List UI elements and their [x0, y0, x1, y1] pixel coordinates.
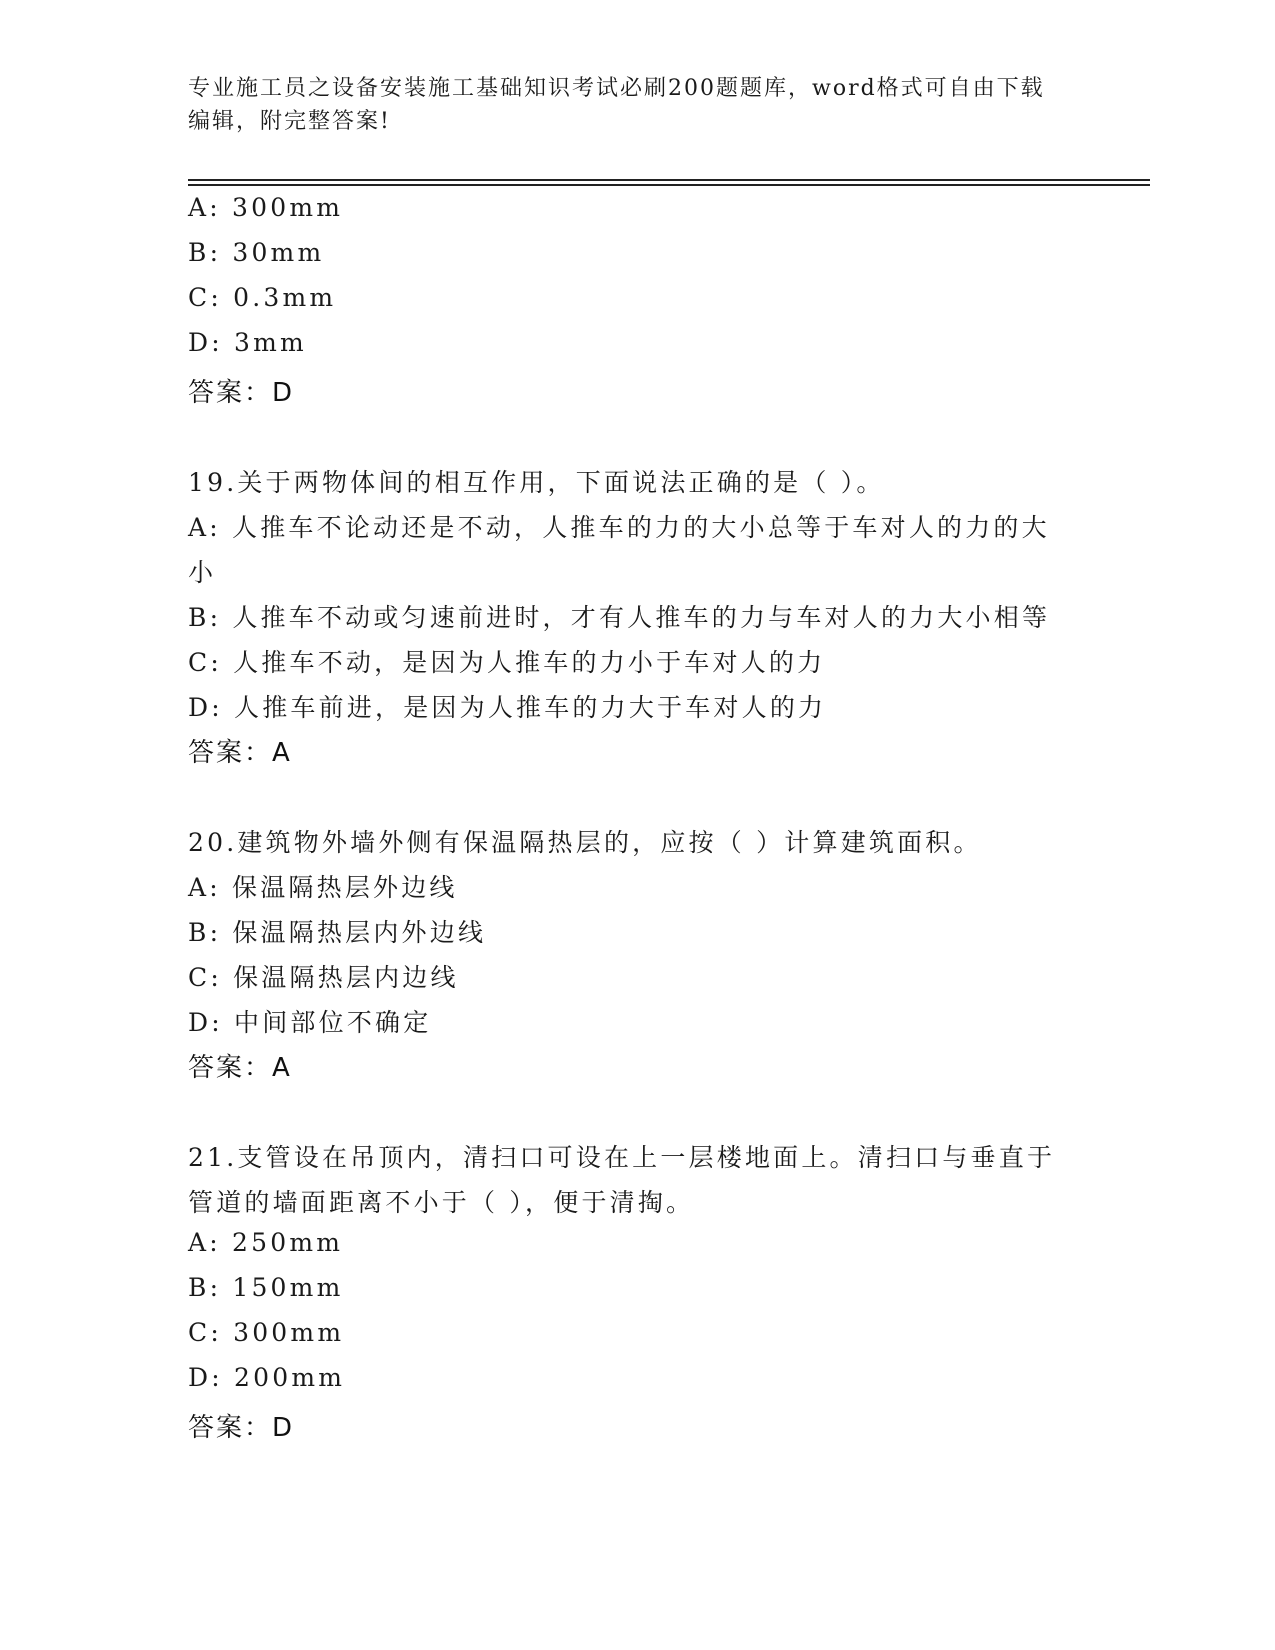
q21-answer: 答案：D	[188, 1413, 295, 1443]
q21-option-c: C: 300mm	[188, 1318, 345, 1347]
header-divider-top	[188, 179, 1150, 181]
q18-option-b: B: 30mm	[188, 238, 325, 267]
q20-option-d: D: 中间部位不确定	[188, 1008, 432, 1037]
q19-question: 19.关于两物体间的相互作用，下面说法正确的是（ ）。	[188, 468, 885, 497]
q21-question-continued: 管道的墙面距离不小于（ ），便于清掏。	[188, 1188, 695, 1217]
q18-option-a: A: 300mm	[188, 193, 344, 222]
document-header	[188, 72, 1068, 138]
q20-option-b: B: 保温隔热层内外边线	[188, 918, 487, 947]
q21-question: 21.支管设在吊顶内，清扫口可设在上一层楼地面上。清扫口与垂直于	[188, 1143, 1056, 1172]
q19-answer: 答案：A	[188, 738, 292, 768]
header-line-1: 专业施工员之设备安装施工基础知识考试必刷200题题库，word格式可自由下载	[188, 76, 1045, 101]
q21-option-a: A: 250mm	[188, 1228, 344, 1257]
q20-question: 20.建筑物外墙外侧有保温隔热层的，应按（ ）计算建筑面积。	[188, 828, 982, 857]
q18-option-c: C: 0.3mm	[188, 283, 337, 312]
q21-option-b: B: 150mm	[188, 1273, 344, 1302]
q21-option-d: D: 200mm	[188, 1363, 346, 1392]
q20-answer: 答案：A	[188, 1053, 292, 1083]
q19-option-a-continued: 小	[188, 558, 217, 587]
q18-answer: 答案：D	[188, 378, 295, 408]
q19-option-d: D: 人推车前进，是因为人推车的力大于车对人的力	[188, 693, 827, 722]
q20-option-a: A: 保温隔热层外边线	[188, 873, 458, 902]
header-divider-bottom	[188, 184, 1150, 186]
q18-option-d: D: 3mm	[188, 328, 307, 357]
q19-option-c: C: 人推车不动，是因为人推车的力小于车对人的力	[188, 648, 826, 677]
q19-option-a: A: 人推车不论动还是不动，人推车的力的大小总等于车对人的力的大	[188, 513, 1050, 542]
header-line-2: 编辑，附完整答案!	[188, 109, 391, 134]
q20-option-c: C: 保温隔热层内边线	[188, 963, 459, 992]
q19-option-b: B: 人推车不动或匀速前进时，才有人推车的力与车对人的力大小相等	[188, 603, 1051, 632]
